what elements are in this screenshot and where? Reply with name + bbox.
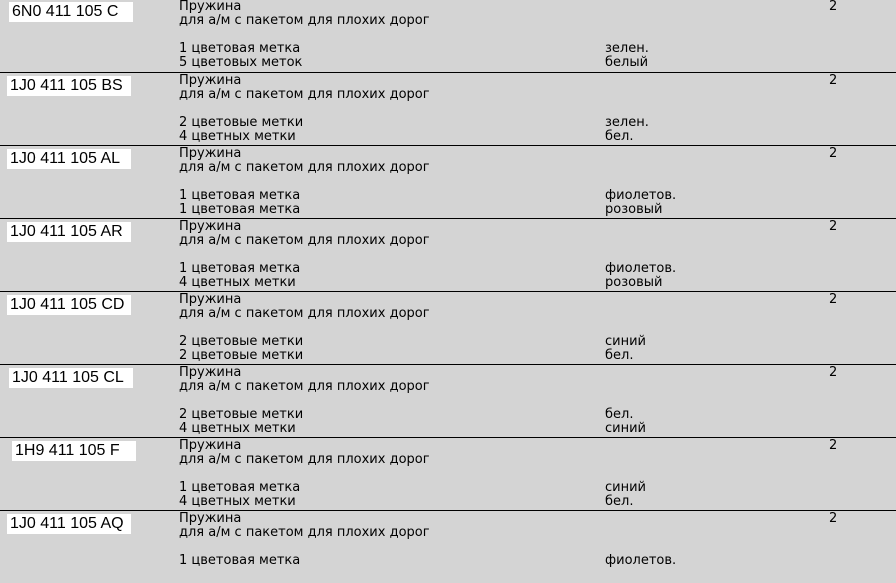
part-description: для а/м с пакетом для плохих дорог (179, 306, 430, 321)
part-row[interactable] (0, 218, 896, 291)
part-quantity: 2 (829, 0, 838, 14)
color-mark-value: розовый (605, 275, 663, 290)
color-mark-value: синий (605, 334, 646, 349)
part-name: Пружина (179, 365, 242, 380)
part-name: Пружина (179, 511, 242, 526)
color-mark-label: 4 цветных метки (179, 494, 296, 509)
part-quantity: 2 (829, 219, 838, 234)
color-mark-value: синий (605, 421, 646, 436)
color-mark-label: 2 цветовые метки (179, 348, 304, 363)
color-mark-value: бел. (605, 129, 634, 144)
color-mark-label: 4 цветных метки (179, 275, 296, 290)
color-mark-value: розовый (605, 202, 663, 217)
part-number[interactable]: 1J0 411 105 CD (7, 295, 131, 315)
color-mark-value: фиолетов. (605, 261, 677, 276)
color-mark-value: синий (605, 480, 646, 495)
color-mark-value: бел. (605, 494, 634, 509)
part-number[interactable]: 1J0 411 105 AL (7, 149, 131, 169)
part-name: Пружина (179, 0, 242, 14)
color-mark-label: 1 цветовая метка (179, 261, 301, 276)
part-number[interactable]: 1J0 411 105 AQ (7, 514, 131, 534)
color-mark-value: зелен. (605, 115, 649, 130)
color-mark-label: 5 цветовых меток (179, 55, 303, 70)
color-mark-value: фиолетов. (605, 188, 677, 203)
color-mark-label: 1 цветовая метка (179, 188, 301, 203)
part-number[interactable]: 6N0 411 105 C (9, 2, 133, 22)
color-mark-value: фиолетов. (605, 553, 677, 568)
color-mark-value: бел. (605, 348, 634, 363)
part-name: Пружина (179, 146, 242, 161)
part-description: для а/м с пакетом для плохих дорог (179, 452, 430, 467)
part-name: Пружина (179, 219, 242, 234)
part-description: для а/м с пакетом для плохих дорог (179, 87, 430, 102)
part-name: Пружина (179, 73, 242, 88)
color-mark-label: 2 цветовые метки (179, 115, 304, 130)
color-mark-label: 2 цветовые метки (179, 407, 304, 422)
color-mark-label: 1 цветовая метка (179, 41, 301, 56)
part-description: для а/м с пакетом для плохих дорог (179, 525, 430, 540)
part-description: для а/м с пакетом для плохих дорог (179, 160, 430, 175)
part-row[interactable] (0, 510, 896, 583)
color-mark-value: белый (605, 55, 649, 70)
color-mark-label: 1 цветовая метка (179, 480, 301, 495)
part-quantity: 2 (829, 73, 838, 88)
part-row[interactable] (0, 145, 896, 218)
part-row[interactable] (0, 364, 896, 437)
part-number[interactable]: 1J0 411 105 AR (7, 222, 131, 242)
color-mark-label: 4 цветных метки (179, 421, 296, 436)
part-description: для а/м с пакетом для плохих дорог (179, 13, 430, 28)
part-row[interactable] (0, 72, 896, 145)
part-row[interactable] (0, 0, 896, 72)
color-mark-value: бел. (605, 407, 634, 422)
part-number[interactable]: 1J0 411 105 CL (9, 368, 133, 388)
color-mark-value: зелен. (605, 41, 649, 56)
part-name: Пружина (179, 292, 242, 307)
color-mark-label: 2 цветовые метки (179, 334, 304, 349)
color-mark-label: 1 цветовая метка (179, 553, 301, 568)
part-row[interactable] (0, 291, 896, 364)
part-quantity: 2 (829, 365, 838, 380)
color-mark-label: 1 цветовая метка (179, 202, 301, 217)
part-quantity: 2 (829, 511, 838, 526)
part-row[interactable] (0, 437, 896, 510)
part-description: для а/м с пакетом для плохих дорог (179, 379, 430, 394)
part-description: для а/м с пакетом для плохих дорог (179, 233, 430, 248)
part-number[interactable]: 1H9 411 105 F (12, 441, 136, 461)
part-quantity: 2 (829, 438, 838, 453)
part-quantity: 2 (829, 292, 838, 307)
part-number[interactable]: 1J0 411 105 BS (7, 76, 131, 96)
color-mark-label: 4 цветных метки (179, 129, 296, 144)
part-quantity: 2 (829, 146, 838, 161)
part-name: Пружина (179, 438, 242, 453)
